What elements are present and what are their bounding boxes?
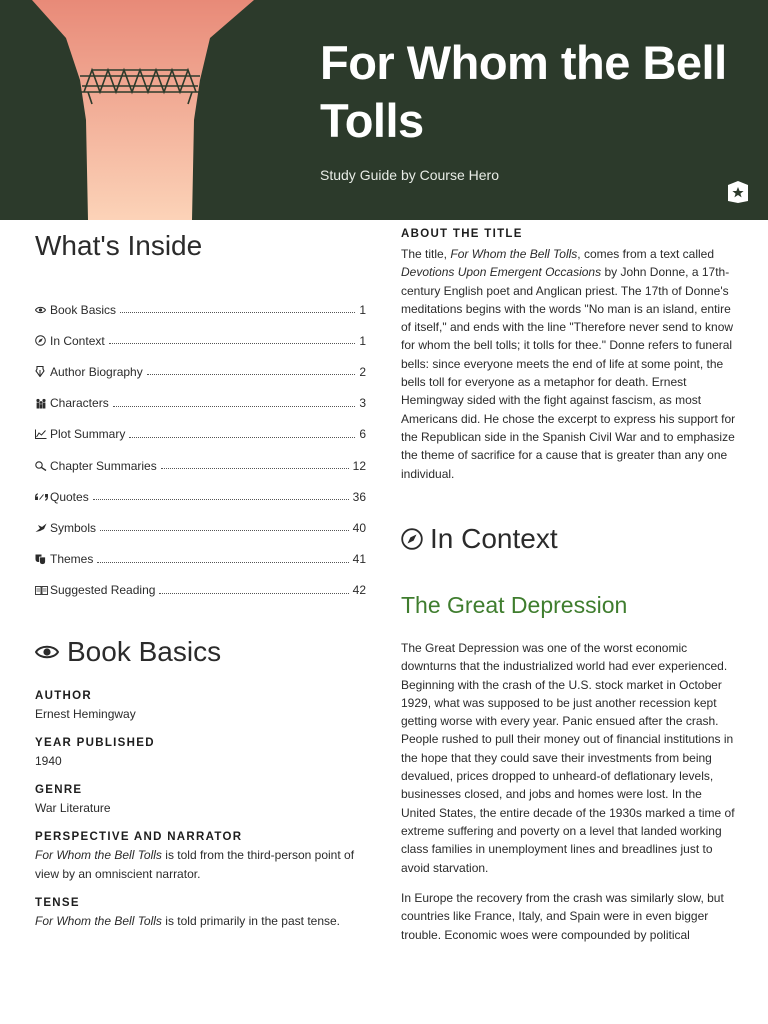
table-of-contents <box>35 294 366 606</box>
section-title: Book Basics <box>67 636 222 667</box>
toc-heading: What's Inside <box>35 230 203 261</box>
toc-item-page: 40 <box>352 520 366 535</box>
toc-item-page: 1 <box>359 302 366 317</box>
quote-icon <box>35 491 49 503</box>
toc-item-in-context[interactable] <box>35 325 366 356</box>
about-title-label: ABOUT THE TITLE <box>401 228 523 240</box>
author-block <box>35 690 370 724</box>
great-depression-paragraph-1: The Great Depression was one of the worst economic downturns that the industrialized world had ever experienced. Beginning with the crash of the U.S. stock market in October 1929, what was supposed to be just another recession kept getting worse with every year. Panic ensued after the crash. People rushed to pull their money out of financial institutions in the hope that they could save their investments from being devalued, prices dropped to unheard-of deflationary levels, businesses closed, and jobs and homes were lost. In the United States, the entire decade of the 1930s marked a time of extreme suffering and poverty on a level that landed working class families in unemployment lines and breadlines just to avoid starvation. <box>401 641 735 875</box>
toc-item-plot-summary[interactable] <box>35 419 366 450</box>
dot-leader <box>97 562 348 563</box>
pen-nib-icon <box>35 366 49 378</box>
dot-leader <box>100 530 349 531</box>
source-title-italic: Devotions Upon Emergent Occasions <box>401 265 602 280</box>
dot-leader <box>113 406 356 407</box>
eye-icon <box>35 644 59 660</box>
toc-item-page: 36 <box>352 489 366 504</box>
magnifier-icon <box>35 460 49 472</box>
toc-item-page: 42 <box>352 583 366 598</box>
toc-item-label: Plot Summary <box>50 427 126 442</box>
toc-item-label: Book Basics <box>50 302 117 317</box>
toc-item-suggested-reading[interactable] <box>35 575 366 606</box>
toc-item-book-basics[interactable] <box>35 294 366 325</box>
toc-item-page: 1 <box>359 333 366 348</box>
study-guide-subtitle: Study Guide by Course Hero <box>320 167 499 183</box>
dot-leader <box>159 593 348 594</box>
toc-item-symbols[interactable] <box>35 512 366 543</box>
perspective-value <box>35 846 370 884</box>
course-hero-logo-icon <box>728 181 748 203</box>
cover-header <box>0 0 768 220</box>
book-title-italic: For Whom the Bell Tolls <box>450 247 578 261</box>
toc-item-page: 41 <box>352 552 366 567</box>
toc-item-label: Characters <box>50 396 109 411</box>
text-run: by John Donne, a 17th-century English poet and Anglican priest. The 17th of Donne's meditations begins with the words "No man is an island, entire of itself," and ends with the line "Therefore never send to know for whom the bell tolls; it tolls for thee." Donne refers to funeral bells: since everyone meets the end of life at some point, the bells toll for everyone as a metaphor for death. Ernest Hemingway sided with the fight against fascism, as most Americans did. He chose the excerpt to express his support for the Republican side in the Spanish Civil War and to emphasize the theme of sacrifice for a cause that is greater than any one individual. <box>401 265 736 481</box>
book-title-italic: For Whom the Bell Tolls <box>35 914 162 928</box>
dot-leader <box>109 343 356 344</box>
book-open-icon <box>35 584 49 596</box>
perspective-block <box>35 831 370 884</box>
about-title-paragraph <box>401 245 736 483</box>
book-title-italic: For Whom the Bell Tolls <box>35 848 162 862</box>
toc-item-label: Chapter Summaries <box>50 458 157 473</box>
text-run: , comes from a text called <box>577 247 715 261</box>
bird-icon <box>35 522 49 534</box>
toc-item-themes[interactable] <box>35 544 366 575</box>
toc-item-page: 3 <box>359 396 366 411</box>
year-value: 1940 <box>35 754 62 768</box>
masks-icon <box>35 553 49 565</box>
toc-item-label: Symbols <box>50 520 97 535</box>
toc-item-chapter-summaries[interactable] <box>35 450 366 481</box>
in-context-heading <box>401 523 736 555</box>
text-run: The title, <box>401 247 451 261</box>
compass-icon <box>35 335 49 347</box>
genre-value: War Literature <box>35 801 111 815</box>
eye-icon <box>35 304 49 316</box>
author-value: Ernest Hemingway <box>35 707 136 721</box>
book-basics <box>35 690 370 944</box>
canyon-bridge-illustration <box>0 0 260 220</box>
toc-item-page: 6 <box>359 427 366 442</box>
dot-leader <box>93 499 349 500</box>
tense-value <box>35 912 370 931</box>
section-title: In Context <box>430 523 558 554</box>
toc-item-characters[interactable] <box>35 388 366 419</box>
dot-leader <box>147 374 356 375</box>
field-label: YEAR PUBLISHED <box>35 737 155 749</box>
book-title: For Whom the Bell Tolls <box>320 36 727 147</box>
field-label: GENRE <box>35 784 83 796</box>
people-icon <box>35 397 49 409</box>
toc-item-label: Author Biography <box>50 364 143 379</box>
field-label: TENSE <box>35 897 80 909</box>
tense-block <box>35 897 370 931</box>
year-block <box>35 737 370 771</box>
toc-item-label: Themes <box>50 552 94 567</box>
chart-line-icon <box>35 428 49 440</box>
dot-leader <box>129 437 355 438</box>
toc-item-quotes[interactable] <box>35 481 366 512</box>
dot-leader <box>120 312 355 313</box>
tense-text: is told primarily in the past tense. <box>161 914 341 928</box>
toc-item-author-biography[interactable] <box>35 356 366 387</box>
toc-item-page: 2 <box>359 364 366 379</box>
compass-icon <box>401 528 423 550</box>
great-depression-paragraph-2: In Europe the recovery from the crash was similarly slow, but countries like France, Italy, and Spain were in even bigger trouble. Economic woes were compounded by political <box>401 891 724 942</box>
dot-leader <box>161 468 349 469</box>
field-label: PERSPECTIVE AND NARRATOR <box>35 831 243 843</box>
book-basics-heading <box>35 636 221 668</box>
genre-block <box>35 784 370 818</box>
great-depression-heading: The Great Depression <box>401 592 628 618</box>
field-label: AUTHOR <box>35 690 92 702</box>
toc-item-page: 12 <box>352 458 366 473</box>
toc-item-label: Quotes <box>50 489 89 504</box>
perspective-text: is told from the third-person point of view by an omniscient narrator. <box>35 848 355 881</box>
toc-item-label: Suggested Reading <box>50 583 156 598</box>
toc-item-label: In Context <box>50 333 105 348</box>
